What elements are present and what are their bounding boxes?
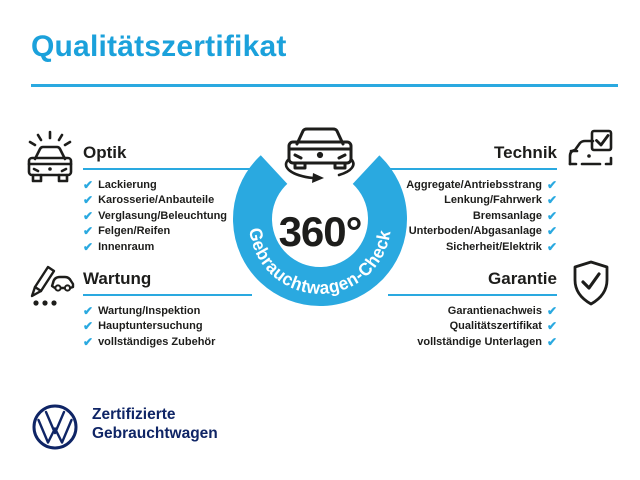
section-heading: Technik — [494, 143, 557, 162]
check-icon: ✔ — [546, 208, 557, 223]
check-icon: ✔ — [546, 224, 557, 239]
pencil-checklist-car-icon — [25, 259, 77, 309]
badge-ring-label: Gebrauchtwagen-Check — [245, 226, 395, 299]
check-item — [398, 334, 557, 350]
check-item — [83, 239, 244, 255]
check-icon: ✔ — [83, 177, 94, 192]
check-item — [398, 193, 557, 209]
check-icon: ✔ — [83, 303, 94, 318]
check-item-label: vollständiges Zubehör — [98, 335, 216, 348]
rotation-arrowhead — [312, 173, 324, 183]
check-icon: ✔ — [546, 193, 557, 208]
check-item — [83, 224, 244, 240]
section-heading: Wartung — [83, 269, 152, 288]
section-wartung — [83, 266, 244, 350]
section-divider — [398, 294, 557, 296]
check-item — [398, 303, 557, 319]
checklist — [83, 303, 244, 350]
check-item — [398, 319, 557, 335]
check-item — [398, 239, 557, 255]
vw-logo — [31, 403, 79, 451]
check-item-label: Aggregate/Antriebsstrang — [406, 178, 542, 191]
checklist — [398, 303, 557, 350]
title-divider — [31, 84, 618, 87]
check-icon: ✔ — [546, 334, 557, 349]
check-item — [83, 208, 244, 224]
check-item-label: Hauptuntersuchung — [98, 320, 203, 333]
check-icon: ✔ — [83, 224, 94, 239]
checklist — [398, 177, 557, 255]
checklist — [83, 177, 244, 255]
check-item-label: Karosserie/Anbauteile — [98, 194, 215, 207]
brand-line1: Zertifizierte — [92, 406, 176, 423]
check-item-label: Sicherheit/Elektrik — [445, 240, 542, 253]
check-item-label: Garantienachweis — [447, 304, 542, 317]
check-item-label: Lackierung — [98, 178, 157, 191]
rotating-car-icon — [286, 129, 353, 178]
check-item-label: vollständige Unterlagen — [417, 335, 542, 348]
brand-text — [92, 405, 218, 443]
check-icon: ✔ — [546, 319, 557, 334]
check-icon: ✔ — [83, 239, 94, 254]
check-item-label: Innenraum — [98, 240, 155, 253]
check-item-label: Unterboden/Abgasanlage — [408, 225, 542, 238]
check-icon: ✔ — [83, 334, 94, 349]
check-item — [398, 224, 557, 240]
check-item — [83, 193, 244, 209]
car-checkbox-icon — [565, 129, 615, 176]
check-icon: ✔ — [546, 177, 557, 192]
brand-line2: Gebrauchtwagen — [92, 425, 218, 442]
check-item-label: Bremsanlage — [472, 209, 542, 222]
check-item-label: Verglasung/Beleuchtung — [98, 209, 228, 222]
check-item-label: Felgen/Reifen — [98, 225, 171, 238]
section-heading: Optik — [83, 143, 127, 162]
check-icon: ✔ — [83, 208, 94, 223]
check-icon: ✔ — [83, 319, 94, 334]
section-divider — [83, 168, 244, 170]
check-item-label: Qualitätszertifikat — [449, 320, 542, 333]
check-item — [398, 208, 557, 224]
check-item — [83, 319, 244, 335]
section-divider — [83, 294, 244, 296]
check-icon: ✔ — [546, 239, 557, 254]
shield-check-icon — [571, 260, 611, 306]
shiny-car-front-icon — [24, 129, 76, 191]
check-icon: ✔ — [546, 303, 557, 318]
section-optik — [83, 140, 244, 255]
check-item — [83, 177, 244, 193]
check-icon: ✔ — [83, 193, 94, 208]
section-garantie — [398, 266, 557, 350]
check-item-label: Wartung/Inspektion — [98, 304, 201, 317]
check-item — [83, 303, 244, 319]
360-degree-badge — [225, 117, 415, 311]
page-title: Qualitätszertifikat — [31, 30, 287, 63]
section-technik — [398, 140, 557, 255]
check-item-label: Lenkung/Fahrwerk — [444, 194, 542, 207]
badge-degrees: 360° — [278, 208, 362, 255]
check-item — [83, 334, 244, 350]
check-item — [398, 177, 557, 193]
section-heading: Garantie — [488, 269, 557, 288]
section-divider — [398, 168, 557, 170]
